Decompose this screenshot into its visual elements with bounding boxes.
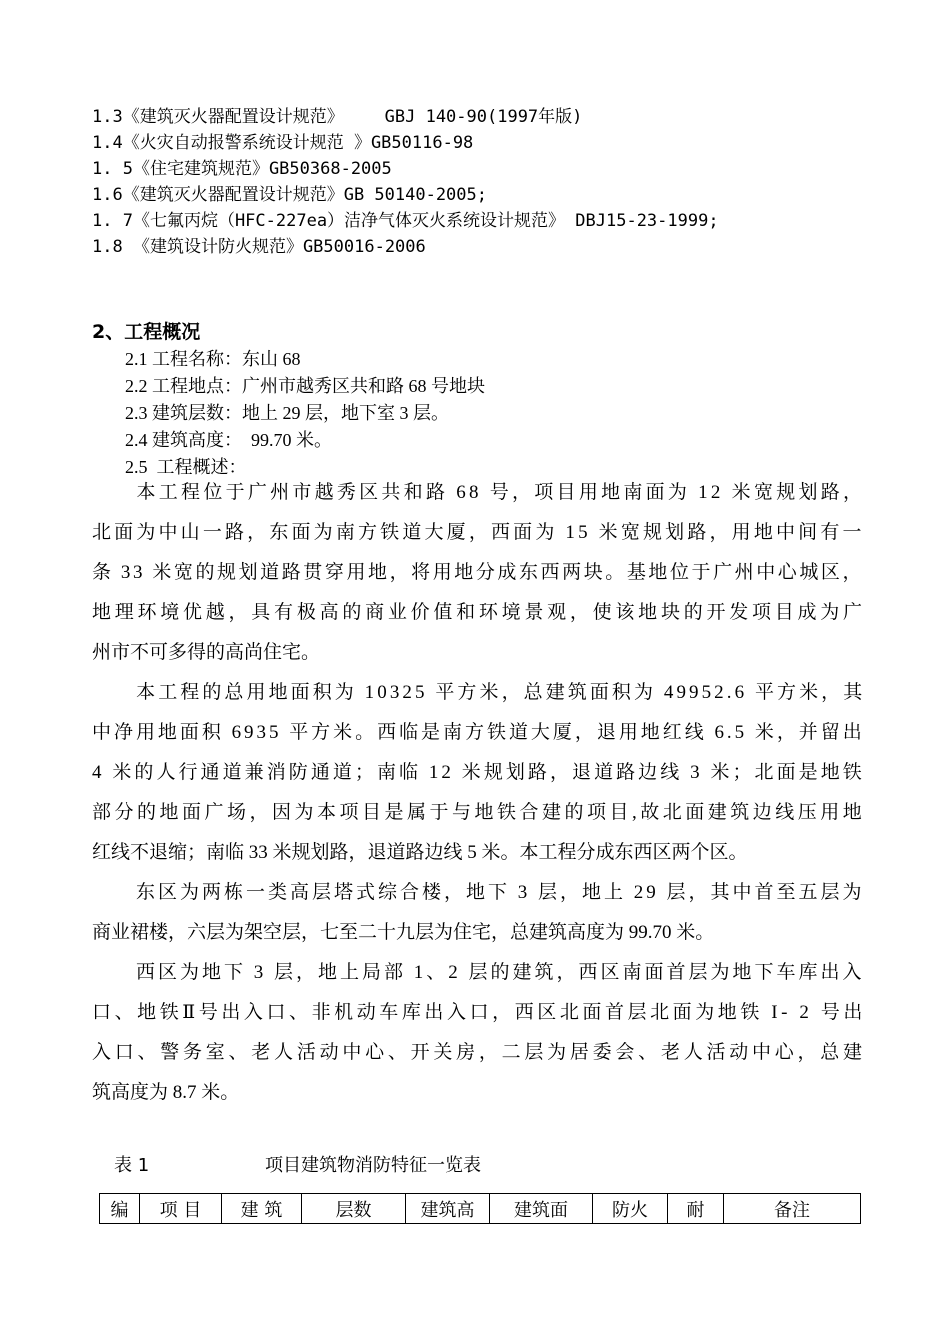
standard-item: 1. 5《住宅建筑规范》GB50368-2005	[92, 159, 392, 179]
table-title: 项目建筑物消防特征一览表	[265, 1155, 481, 1176]
paragraph-line: 部分的地面广场，因为本项目是属于与地铁合建的项目,故北面建筑边线压用地	[92, 802, 866, 823]
overview-item: 2.2 工程地点：广州市越秀区共和路 68 号地块	[125, 376, 485, 396]
header-building: 建 筑	[222, 1194, 302, 1224]
header-fire: 防火	[593, 1194, 668, 1224]
overview-item: 2.3 建筑层数：地上 29 层，地下室 3 层。	[125, 403, 449, 423]
header-area: 建筑面	[490, 1194, 593, 1224]
paragraph-line: 商业裙楼，六层为架空层，七至二十九层为住宅，总建筑高度为 99.70 米。	[92, 922, 715, 943]
header-height: 建筑高	[406, 1194, 490, 1224]
standard-item: 1.4《火灾自动报警系统设计规范 》GB50116-98	[92, 133, 474, 153]
fire-features-table	[99, 1193, 861, 1224]
paragraph-line: 条 33 米宽的规划道路贯穿用地，将用地分成东西两块。基地位于广州中心城区，	[92, 562, 865, 583]
overview-item: 2.5 工程概述：	[125, 457, 247, 477]
paragraph-line: 西区为地下 3 层，地上局部 1、2 层的建筑，西区南面首层为地下车库出入	[92, 962, 865, 983]
paragraph-line: 州市不可多得的高尚住宅。	[92, 642, 321, 663]
paragraph-line: 4 米的人行通道兼消防通道；南临 12 米规划路，退道路边线 3 米；北面是地铁	[92, 762, 865, 783]
overview-item: 2.4 建筑高度： 99.70 米。	[125, 430, 332, 450]
paragraph-line: 中净用地面积 6935 平方米。西临是南方铁道大厦，退用地红线 6.5 米，并留出	[92, 722, 865, 743]
section-title: 2、工程概况	[92, 321, 201, 343]
header-number: 编	[100, 1194, 140, 1224]
table-header-row	[100, 1194, 861, 1224]
header-resistance: 耐	[668, 1194, 724, 1224]
paragraph-line: 东区为两栋一类高层塔式综合楼，地下 3 层，地上 29 层，其中首至五层为	[92, 882, 865, 903]
standard-item: 1.3《建筑灭火器配置设计规范》 GBJ 140-90(1997年版)	[92, 107, 583, 127]
table-label: 表 1	[114, 1155, 150, 1176]
paragraph-line: 本工程位于广州市越秀区共和路 68 号，项目用地南面为 12 米宽规划路，	[92, 482, 866, 503]
paragraph-line: 本工程的总用地面积为 10325 平方米，总建筑面积为 49952.6 平方米，其	[92, 682, 866, 703]
paragraph-line: 地理环境优越，具有极高的商业价值和环境景观，使该地块的开发项目成为广	[92, 602, 866, 623]
paragraph-line: 口、地铁Ⅱ号出入口、非机动车库出入口，西区北面首层北面为地铁 I- 2 号出	[92, 1002, 866, 1023]
standard-item: 1. 7《七氟丙烷（HFC-227ea）洁净气体灭火系统设计规范》 DBJ15-23-1999;	[92, 211, 719, 231]
paragraph-line: 红线不退缩；南临 33 米规划路，退道路边线 5 米。本工程分成东西区两个区。	[92, 842, 748, 863]
header-remarks: 备注	[724, 1194, 861, 1224]
paragraph-line: 北面为中山一路，东面为南方铁道大厦，西面为 15 米宽规划路，用地中间有一	[92, 522, 865, 543]
header-item: 项 目	[140, 1194, 222, 1224]
standard-item: 1.6《建筑灭火器配置设计规范》GB 50140-2005;	[92, 185, 487, 205]
overview-item: 2.1 工程名称：东山 68	[125, 349, 301, 369]
paragraph-line: 入口、警务室、老人活动中心、开关房，二层为居委会、老人活动中心，总建	[92, 1042, 866, 1063]
header-floors: 层数	[302, 1194, 406, 1224]
paragraph-line: 筑高度为 8.7 米。	[92, 1082, 240, 1103]
standard-item: 1.8 《建筑设计防火规范》GB50016-2006	[92, 237, 426, 257]
